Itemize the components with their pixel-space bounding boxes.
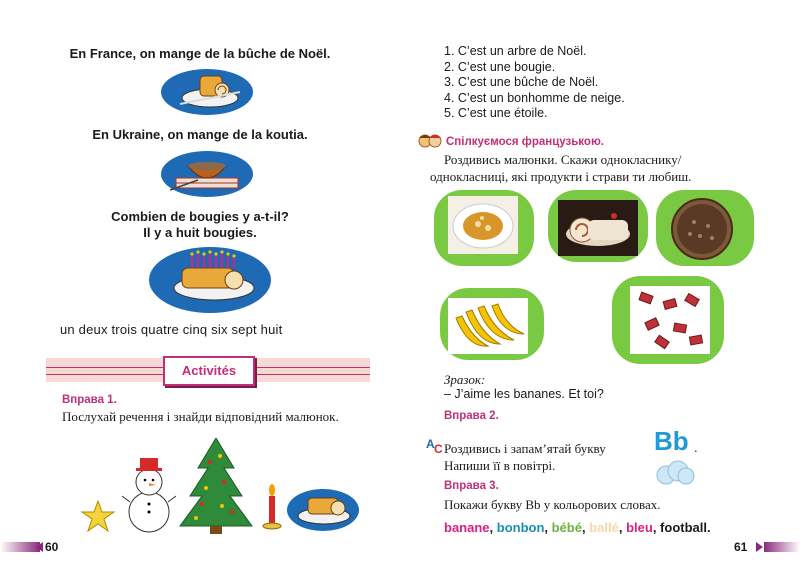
big-letter-bb: Bb bbox=[654, 426, 689, 456]
footer-bar-left bbox=[0, 542, 40, 552]
bananas-photo bbox=[448, 298, 528, 354]
soup-photo bbox=[448, 196, 518, 254]
word-banane: banane bbox=[444, 520, 490, 535]
candle-illustration bbox=[262, 482, 282, 532]
page-arrow-right-icon bbox=[756, 542, 763, 552]
numbers-line: un deux trois quatre cinq six sept huit bbox=[60, 322, 283, 337]
question-text: Combien de bougies y a-t-il? bbox=[111, 209, 289, 224]
cloud-icon bbox=[652, 460, 696, 486]
buche-photo bbox=[558, 200, 638, 256]
page-number-left: 60 bbox=[45, 540, 59, 554]
exercise1-title: Вправа 1. bbox=[62, 394, 117, 406]
star-illustration bbox=[80, 500, 116, 532]
snowman-illustration bbox=[122, 452, 176, 534]
sentence-item: 2. C’est une bougie. bbox=[444, 59, 556, 74]
word-bleu: bleu bbox=[626, 520, 653, 535]
activities-label: Activités bbox=[163, 356, 255, 386]
svg-text:A: A bbox=[426, 437, 435, 451]
sweets-photo bbox=[630, 286, 710, 354]
sentence-list bbox=[444, 44, 625, 122]
speak-text-1: Роздивись малюнки. Скажи однокласнику/ bbox=[444, 152, 682, 167]
sentence-item: 4. C’est un bonhomme de neige. bbox=[444, 90, 625, 105]
colored-words: banane, bonbon, bébé, ballé, bleu, football. bbox=[444, 520, 711, 535]
right-page bbox=[400, 0, 800, 586]
word-bonbon: bonbon bbox=[496, 520, 545, 535]
buche-small-illustration bbox=[286, 488, 360, 532]
answer-text: Il y a huit bougies. bbox=[143, 225, 257, 240]
sentence-item: 5. C’est une étoile. bbox=[444, 106, 548, 120]
word-balle: ballé bbox=[589, 520, 619, 535]
exercise2-title: Вправа 2. bbox=[444, 410, 499, 422]
caption-france: En France, on mange de la bûche de Noël. bbox=[69, 46, 331, 61]
letter-text-1: Роздивись і запам’ятай букву bbox=[444, 441, 606, 456]
page-arrow-left-icon bbox=[36, 542, 43, 552]
example-label: Зразок: bbox=[444, 372, 486, 387]
exercise3-text: Покажи букву Bb у кольорових словах. bbox=[444, 497, 661, 512]
christmas-tree-illustration bbox=[176, 438, 256, 534]
letter-text-2: Напиши її в повітрі. bbox=[444, 458, 556, 473]
letter-dot: . bbox=[694, 440, 698, 455]
speak-title: Спілкуємося французькою. bbox=[446, 136, 604, 148]
sentence-item: 3. C’est une bûche de Noël. bbox=[444, 75, 599, 89]
exercise1-text: Послухай речення і знайди відповідний малюнок. bbox=[62, 409, 339, 424]
caption-ukraine: En Ukraine, on mange de la koutia. bbox=[92, 127, 308, 142]
buche-plate-illustration bbox=[160, 68, 254, 116]
example-text: – J’aime les bananes. Et toi? bbox=[444, 387, 604, 401]
exercise3-title: Вправа 3. bbox=[444, 480, 499, 492]
page-number-right: 61 bbox=[734, 540, 748, 554]
footer-bar-right bbox=[764, 542, 800, 552]
buche-candles-illustration bbox=[148, 244, 272, 314]
sentence-item: 1. C’est un arbre de Noël. bbox=[444, 44, 587, 58]
speaking-children-icon bbox=[418, 133, 442, 149]
koutia-bowl-illustration bbox=[160, 150, 254, 198]
word-bebe: bébé bbox=[551, 520, 582, 535]
koutia-photo bbox=[666, 198, 738, 260]
speak-text-2: однокласниці, які продукти і страви ти любиш. bbox=[430, 169, 692, 184]
word-football: football bbox=[660, 520, 707, 535]
svg-text:C: C bbox=[434, 442, 443, 454]
